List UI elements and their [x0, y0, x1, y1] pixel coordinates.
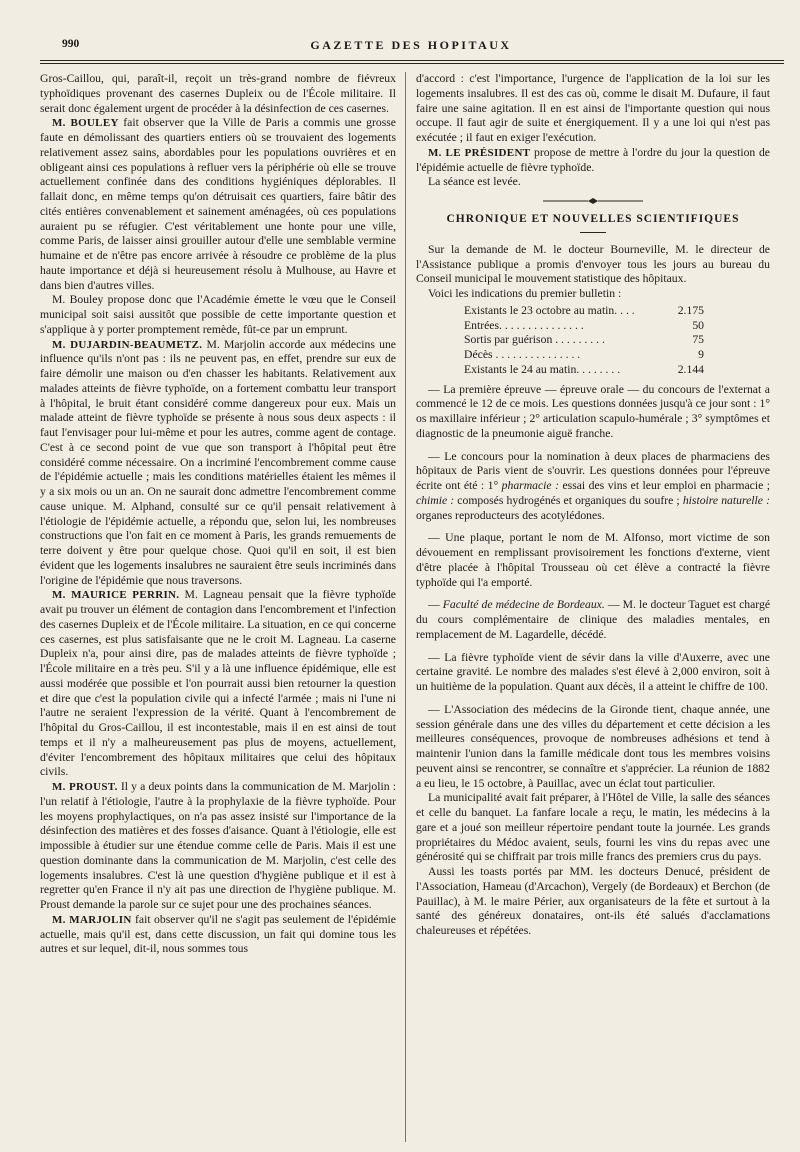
paragraph-text: — M. le docteur Taguet est chargé du cours complémentaire de clinique des maladies mentales, en remplacement de M. Lagardelle, décédé.	[416, 598, 771, 641]
paragraph: — La fièvre typhoïde vient de sévir dans la ville d'Auxerre, avec une certaine gravité. Le nombre des malades s'est élevé à 2,000 environ, soit à un huitième de la population. Quant aux décès, il a atteint le chiffre de 100.	[416, 650, 770, 693]
paragraph: — Une plaque, portant le nom de M. Alfonso, mort victime de son dévouement en remplissant provisoirement les fonctions d'externe, vient d'être placée à l'hôpital Trousseau où cet élève a contracté la fièvre typhoïde qui l'a emporté.	[416, 531, 770, 589]
paragraph	[40, 588, 396, 780]
column-divider	[405, 72, 406, 1142]
paragraph-text: — Le concours pour la nomination à deux places de pharmaciens des hôpitaux de Paris vient de s'ouvrir. Les questions données pour l'épreuve écrite ont été : 1°	[416, 449, 770, 492]
hospital-statistics	[464, 304, 704, 378]
italic-term: Faculté de médecine de Bordeaux.	[442, 598, 605, 612]
right-column	[416, 72, 770, 939]
speaker-name: M. BOULEY	[52, 117, 119, 130]
stat-value: 9	[698, 348, 704, 361]
ornament-separator	[416, 196, 770, 206]
ornament-rule-icon	[533, 196, 653, 206]
stat-row	[464, 319, 704, 334]
speaker-name: M. MARJOLIN	[52, 913, 132, 926]
stat-label: Existants le 24 au matin. . . . . . . .	[464, 362, 621, 376]
speaker-name: M. DUJARDIN-BEAUMETZ.	[52, 338, 203, 351]
stat-row	[464, 304, 704, 319]
header-rule	[40, 60, 784, 61]
paragraph	[416, 450, 770, 524]
speaker-name: M. MAURICE PERRIN.	[52, 589, 180, 602]
paragraph-text: —	[428, 598, 443, 612]
left-column	[40, 72, 396, 957]
stat-row	[464, 348, 704, 363]
paragraph	[416, 598, 770, 642]
stat-row	[464, 363, 704, 378]
paragraph-text: propose de mettre à l'ordre du jour la question de l'épidémie actuelle de fièvre typhoïde.	[416, 145, 770, 174]
section-title: CHRONIQUE ET NOUVELLES SCIENTIFIQUES	[446, 213, 740, 225]
paragraph-text: Il y a deux points dans la communication de M. Marjolin : l'un relatif à l'étiologie, l'autre à la prophylaxie de la fièvre typhoïde. Pour les moyens prophylactiques, on n'a pas assez insisté sur l'importance de la désinfection des matières et des fosses d'aisance. Quant à l'étiologie, elle est impossible à étudier sur une étendue comme celle de Paris. Mais il est une question dominante dans la communication de M. Marjolin, c'est celle des logements insalubres. C'est là une question d'hygiène publique et il est à regretter qu'en France il n'y ait pas une direction de l'hygiène publique. M. Proust demande la parole sur ce sujet pour une des prochaines séances.	[40, 780, 396, 911]
journal-title: GAZETTE DES HOPITAUX	[310, 38, 512, 52]
paragraph-text: essai des vins et leur emploi en pharmacie ;	[558, 479, 770, 492]
paragraph-text: M. Marjolin accorde aux médecins une influence qu'ils n'ont pas : ils ne peuvent pas, en effet, prendre sur eux de faire démolir une maison ou d'en chasser les habitants. Relativement aux malades atteints de fièvre typhoïde, on a fortement combattu leur transport à l'hôpital, le bruit étant considéré comme dangereux pour eux. Mais un malade atteint de fièvre typhoïde se présente à nous sous deux aspects : il faut l'envisager pour lui-même et pour les autres, comme agent de contage. C'est à ce second point de vue que son transport à l'hôpital peut être considéré comme nécessaire. On a incriminé l'encombrement comme cause de l'épidémie actuelle ; mais les conditions matérielles étaient les mêmes il y a six mois ou un an. On ne saurait donc admettre l'encombrement comme cause unique. M. Alphand, consulté sur ce qu'il pensait relativement à l'étiologie de l'épidémie actuelle, a répondu que, selon lui, les nombreuses constructions que l'on fait en ce moment à Paris, les grands remuements de terre doivent y être pour quelque chose. Quoi qu'il en soit, il est bien évident que les logements insalubres ne sauraient être seuls incriminés dans l'origine de l'épidémie que nous traversons.	[40, 337, 396, 587]
stat-value: 2.175	[677, 303, 704, 317]
paragraph	[40, 780, 396, 913]
speaker-name: M. LE PRÉSIDENT	[428, 146, 531, 159]
stat-label: Décès . . . . . . . . . . . . . . .	[464, 348, 581, 361]
paragraph-text: organes reproducteurs des acotylédones.	[416, 508, 605, 522]
paragraph: La séance est levée.	[428, 175, 521, 189]
paragraph	[40, 116, 396, 293]
paragraph-text: composés hydrogénés et organiques du soufre ;	[454, 493, 683, 507]
stat-label: Entrées. . . . . . . . . . . . . . .	[464, 318, 584, 332]
speaker-name: M. PROUST.	[52, 781, 118, 793]
paragraph: La municipalité avait fait préparer, à l'Hôtel de Ville, la salle des séances et celle du banquet. La fanfare locale a reçu, le matin, les médecins à la gare et a joué son meilleur répertoire pendant toute la journée. Les grands propriétaires du Médoc avaient, seuls, fourni les vins du repas avec une générosité qui se chiffrait par trois mille francs des premiers crus du pays.	[416, 791, 770, 864]
page-number: 990	[62, 38, 80, 50]
stat-row	[464, 333, 704, 348]
paragraph: Gros-Caillou, qui, paraît-il, reçoit un très-grand nombre de fiévreux typhoïdiques provenant des casernes Dupleix ou de l'École militaire. Il serait donc également urgent de procéder à la désinfection de ces casernes.	[40, 72, 396, 115]
paragraph: Voici les indications du premier bulletin :	[428, 287, 622, 300]
stat-value: 75	[692, 333, 704, 347]
paragraph: Sur la demande de M. le docteur Bourneville, M. le directeur de l'Assistance publique a promis d'envoyer tous les jours au bureau du Conseil municipal le mouvement statistique des hôpitaux.	[416, 242, 770, 286]
paragraph-text: fait observer que la Ville de Paris a commis une grosse faute en démolissant des quartiers entiers où se trouvaient des logements relativement assez sains, abordables pour les populations ouvrières et en obligeant ainsi ces populations à refluer vers la périphérie où elle se trouve actuellement confinée dans des conditions hygiéniques déplorables. Il fallait donc, en même temps qu'on détruisait ces quartiers, faire bâtir des cités entières convenablement et sainement aménagées, où ces populations auraient pu se réfugier. C'est véritablement une honte pour une ville, comme Paris, de laisser ainsi grouiller autour d'elle une semblable vermine humaine et de n'être pas encore arrivée à résoudre ce problème de la plus haute importance et déjà si heureusement résolu à Mulhouse, au Havre et dans bien d'autres villes.	[40, 116, 396, 292]
stat-value: 50	[692, 318, 704, 332]
italic-term: pharmacie :	[501, 479, 559, 492]
page-header	[40, 38, 782, 58]
italic-term: histoire naturelle :	[682, 493, 770, 507]
italic-term: chimie :	[416, 493, 455, 507]
paragraph: M. Bouley propose donc que l'Académie émette le vœu que le Conseil municipal soit saisi aussitôt que possible de cette importante question et s'applique à y porter promptement remède, fût-ce par un emprunt.	[40, 293, 396, 336]
paragraph: d'accord : c'est l'importance, l'urgence de l'application de la loi sur les logements insalubres. Il est des cas où, comme le disait M. Dufaure, il faut faire une saine agitation. Il en est ainsi de l'importante question qui nous occupe. Il faut agir de suite et énergiquement. Il y a une loi qui n'est pas exécutée ; il faut en exiger l'exécution.	[416, 72, 770, 144]
paragraph	[40, 913, 396, 957]
paragraph: — La première épreuve — épreuve orale — du concours de l'externat a commencé le 12 de ce mois. Les questions données jusqu'à ce jour sont : 1° os maxillaire inférieur ; 2° articulation scapulo-humérale ; 3° symptômes et diagnostic de la pneumonie aiguë franche.	[416, 382, 770, 440]
section-rule	[580, 232, 606, 233]
paragraph-text: M. Lagneau pensait que la fièvre typhoïde avait pu trouver un élément de contagion dans l'encombrement et l'infection des casernes Dupleix et de l'École militaire. La situation, en ce qui concerne ces casernes, est plus satisfaisante que ne le croit M. Lagneau. La caserne Dupleix n'a, pour ainsi dire, pas de malades atteints de fièvre typhoïde ; l'École militaire en a très peu. S'il y a là une influence épidémique, elle est aussi modérée que possible et l'on pourrait aussi bien retourner la question et dire que c'est la population civile qui a infecté l'armée ; mais ni l'une ni l'autre ne seraient l'expression de la vérité. Quant à l'encombrement de l'hôpital du Gros-Caillou, il est incontestable, mais il en est ainsi de tout temps et il n'y a malheureusement pas plus de moyens, actuellement, d'éviter l'encombrement des hôpitaux militaires que celui des hôpitaux civils.	[40, 588, 396, 779]
header-rule-thin	[40, 63, 784, 64]
stat-label: Existants le 23 octobre au matin. . . .	[464, 303, 635, 317]
stat-value: 2.144	[677, 362, 704, 376]
stat-label: Sortis par guérison . . . . . . . . .	[464, 333, 605, 347]
paragraph-text: fait observer qu'il ne s'agit pas seulement de l'épidémie actuelle, mais qu'il est, dans cette discussion, un fait qui domine tous les autres et sur lequel, dit-il, nous sommes tous	[40, 912, 396, 956]
paragraph: — L'Association des médecins de la Gironde tient, chaque année, une session générale dans une des villes du département et cette décision a les meilleures conséquences, provoque de nombreuses adhésions et tend à maintenir l'union dans la famille médicale dont tous les membres voisins peuvent ainsi se rencontrer, se connaître et s'apprécier. La réunion de 1882 a eu lieu, le 15 octobre, à Pauillac, avec un éclat tout particulier.	[416, 702, 770, 790]
paragraph	[416, 146, 770, 176]
paragraph	[40, 338, 396, 589]
paragraph: Aussi les toasts portés par MM. les docteurs Denucé, président de l'Association, Hameau (d'Arcachon), Vergely (de Bordeaux) et Berchon (de Pauillac), à M. le maire Périer, aux organisateurs de la fête et surtout à la santé des généreux donataires, ont-ils été salués d'acclamations chaleureuses et répétées.	[416, 865, 770, 937]
